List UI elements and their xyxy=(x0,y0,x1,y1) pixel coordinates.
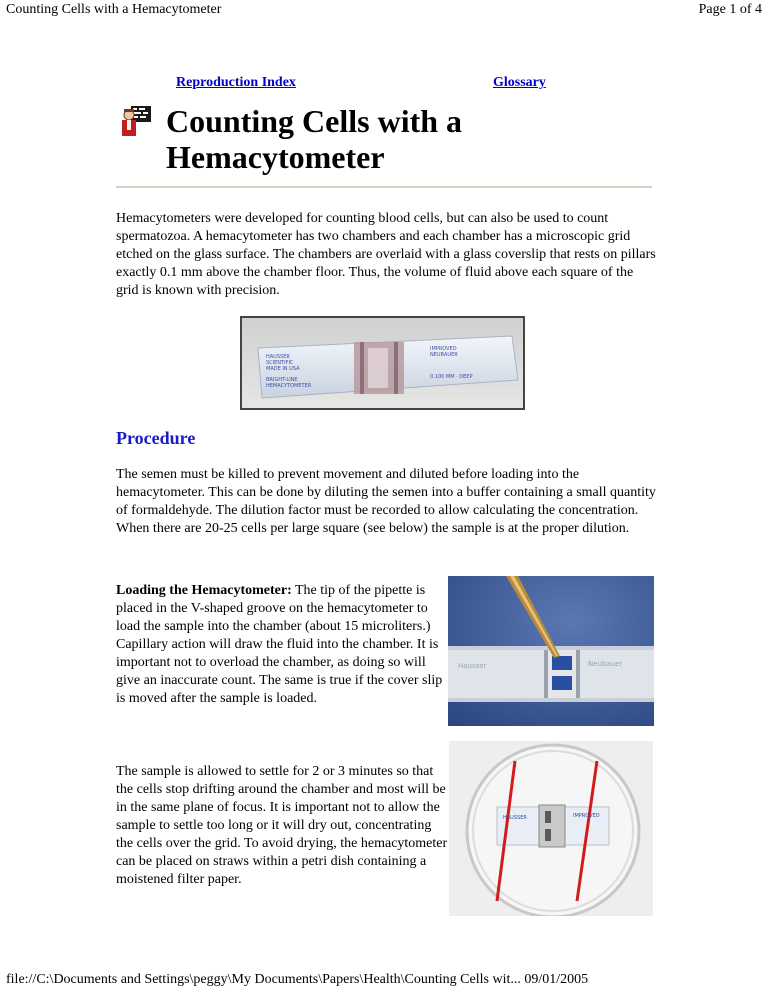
title-divider xyxy=(116,186,652,188)
glossary-link[interactable]: Glossary xyxy=(493,75,546,90)
browser-header-page: Page 1 of 4 xyxy=(698,2,762,17)
teacher-icon xyxy=(120,105,152,137)
slide-label-left: HAUSSER SCIENTIFIC MADE IN USA BRIGHT-LINE HEMACYTOMETER xyxy=(266,354,312,389)
footer-path: file://C:\Documents and Settings\peggy\My Documents\Papers\Health\Counting Cells wit... xyxy=(6,972,521,987)
procedure-heading: Procedure xyxy=(116,428,196,448)
pipette-loading-photo xyxy=(448,576,654,726)
footer-date: 09/01/2005 xyxy=(524,972,589,987)
browser-header-title: Counting Cells with a Hemacytometer xyxy=(6,2,222,17)
procedure-paragraph: The semen must be killed to prevent movement and diluted before loading into the hemacytometer. This can be done by diluting the semen into a buffer containing a small quantity of formaldehyde. The dilution factor must be recorded to allow calculating the concentration. When there are 20-25 cells per large square (see below) the sample is at the proper dilution. xyxy=(116,467,656,536)
settling-paragraph: The sample is allowed to settle for 2 or 3 minutes so that the cells stop drifting around the chamber and most will be in the same plane of focus. It is important not to allow the sample to settle too long or it will dry out, concentrating the cells over the grid. To avoid drying, the hemacytometer can be placed on straws within a petri dish containing a moistened filter paper. xyxy=(116,764,448,887)
footer-bar xyxy=(6,972,588,988)
svg-text:IMPROVED: IMPROVED xyxy=(573,813,600,819)
svg-text:Hausser: Hausser xyxy=(458,662,487,670)
loading-lead: Loading the Hemacytometer: xyxy=(116,583,292,598)
page-title: Counting Cells with a Hemacytometer xyxy=(166,103,463,175)
hemacytometer-slide-photo xyxy=(240,316,525,410)
svg-text:HAUSSER: HAUSSER xyxy=(503,815,527,821)
loading-body: The tip of the pipette is placed in the V-shaped groove on the hemacytometer to load the sample into the chamber (about 15 microliters.) Capillary action will draw the fluid into the chamber. It is important not to overload the chamber, as doing so will give an inaccurate count. The same is true if the cover slip is moved after the sample is loaded. xyxy=(116,583,443,706)
reproduction-index-link[interactable]: Reproduction Index xyxy=(176,75,296,90)
svg-text:Neubauer: Neubauer xyxy=(588,660,623,668)
loading-paragraph xyxy=(116,582,450,708)
intro-paragraph: Hemacytometers were developed for counting blood cells, but can also be used to count spermatozoa. A hemacytometer has two chambers and each chamber has a microscopic grid etched on the glass surface. The chambers are overlaid with a glass coverslip that rests on pillars exactly 0.1 mm above the chamber floor. Thus, the volume of fluid above each square of the grid is known with precision. xyxy=(116,211,656,298)
slide-label-right: IMPROVED NEUBAUER 0.100 MM · DEEP xyxy=(430,346,473,380)
petri-dish-photo xyxy=(449,741,653,916)
